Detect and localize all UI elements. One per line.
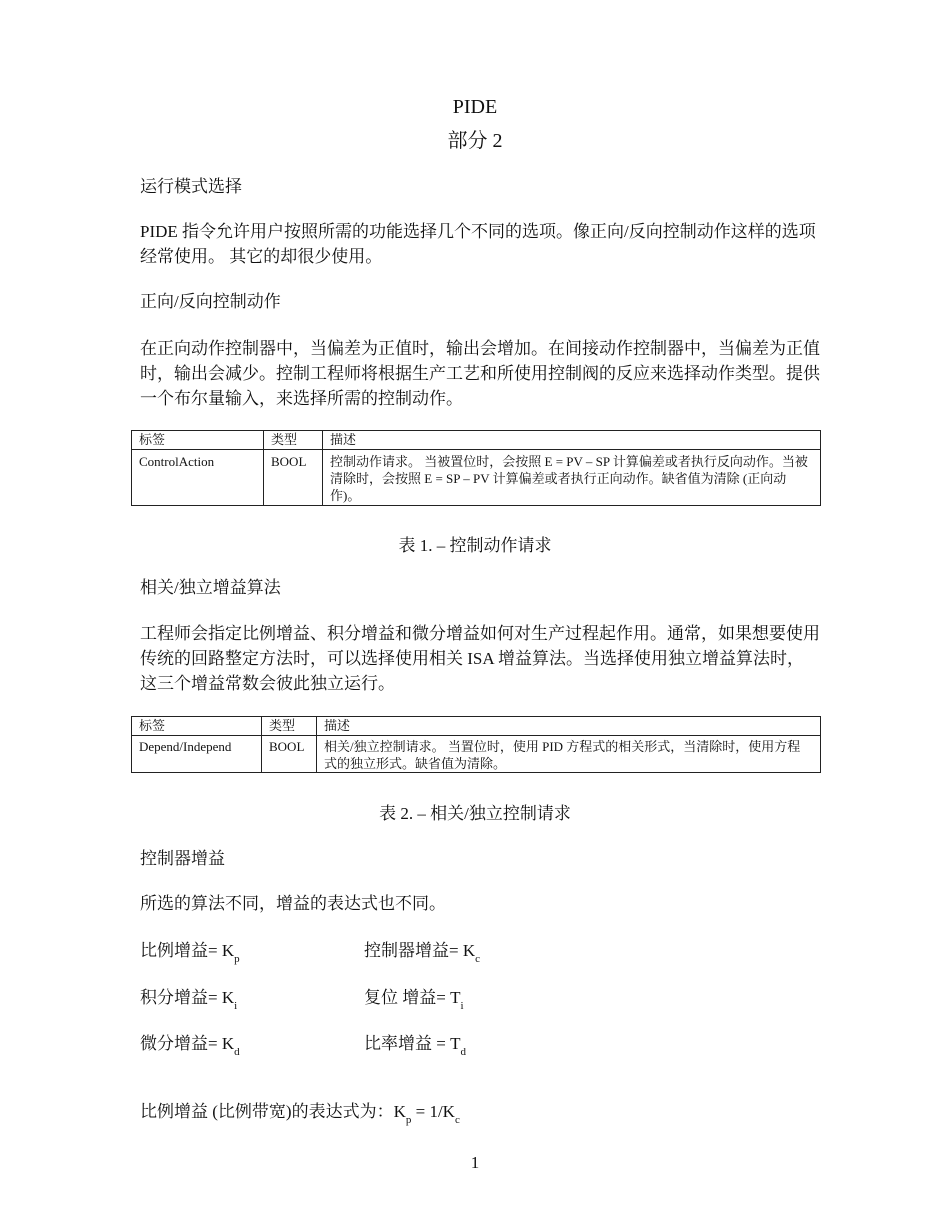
formula-label: 控制器增益= K (364, 941, 476, 960)
table-header-row (132, 431, 821, 450)
formula-label: 微分增益= K (140, 1034, 235, 1053)
formula-subscript: p (234, 953, 240, 965)
formula-label: 比率增益 = T (364, 1034, 461, 1053)
section-heading-control-action: 正向/反向控制动作 (140, 292, 281, 311)
formula-reset-gain (364, 983, 464, 1012)
formula-label: 积分增益= K (140, 988, 235, 1007)
table-cell-type: BOOL (264, 450, 323, 506)
table-header-cell: 标签 (132, 717, 262, 736)
paragraph-depend-independ: 工程师会指定比例增益、积分增益和微分增益如何对生产过程起作用。通常，如果想要使用传统的回路整定方法时，可以选择使用相关 ISA 增益算法。当选择使用独立增益算法时，这三个增益常数会彼此独立运行。 (140, 624, 820, 693)
section-heading-depend-independ: 相关/独立增益算法 (140, 578, 281, 597)
document-subtitle: 部分 2 (447, 130, 503, 152)
formula-subscript: i (460, 1000, 464, 1012)
formula-label: 比例增益= K (140, 941, 235, 960)
formula-label: 复位 增益= T (364, 988, 461, 1007)
section-heading-controller-gain: 控制器增益 (140, 849, 225, 868)
paragraph-controller-gain: 所选的算法不同，增益的表达式也不同。 (140, 894, 446, 913)
table-row (132, 450, 821, 506)
formula-subscript: c (454, 1114, 460, 1126)
paragraph-mode-selection: PIDE 指令允许用户按照所需的功能选择几个不同的选项。像正向/反向控制动作这样的选项经常使用。 其它的却很少使用。 (140, 222, 816, 266)
table-header-cell: 描述 (323, 431, 821, 450)
formula-subscript: p (405, 1114, 412, 1126)
formula-subscript: i (234, 1000, 238, 1012)
page-number: 1 (470, 1153, 480, 1172)
table-header-cell: 标签 (132, 431, 264, 450)
table-depend-independ (131, 716, 821, 773)
table-row (132, 736, 821, 773)
table-cell-description: 相关/独立控制请求。 当置位时，使用 PID 方程式的相关形式，当清除时，使用方程式的独立形式。缺省值为清除。 (317, 736, 821, 773)
table-control-action (131, 430, 821, 506)
document-title: PIDE (452, 96, 498, 118)
formula-subscript: d (234, 1046, 240, 1058)
table-cell-description: 控制动作请求。 当被置位时，会按照 E = PV – SP 计算偏差或者执行反向动作。当被清除时，会按照 E = SP – PV 计算偏差或者执行正向动作。缺省值为清除 (正向动作)。 (323, 450, 821, 506)
table-caption-2: 表 2. – 相关/独立控制请求 (379, 804, 571, 823)
formula-rate-gain (364, 1029, 466, 1058)
formula-label: = 1/K (411, 1102, 455, 1121)
table-cell-type: BOOL (262, 736, 317, 773)
formula-proportional-band (140, 1097, 460, 1126)
formula-label: 比例增益 (比例带宽)的表达式为：K (140, 1102, 406, 1121)
formula-controller-gain (364, 936, 481, 965)
section-heading-mode-selection: 运行模式选择 (140, 177, 242, 196)
table-header-cell: 类型 (264, 431, 323, 450)
table-header-row (132, 717, 821, 736)
table-cell-tag: Depend/Independ (132, 736, 262, 773)
table-header-cell: 类型 (262, 717, 317, 736)
paragraph-control-action: 在正向动作控制器中，当偏差为正值时，输出会增加。在间接动作控制器中，当偏差为正值时，输出会减少。控制工程师将根据生产工艺和所使用控制阀的反应来选择动作类型。提供一个布尔量输入，来选择所需的控制动作。 (140, 339, 820, 408)
table-cell-tag: ControlAction (132, 450, 264, 506)
table-header-cell: 描述 (317, 717, 821, 736)
formula-proportional-gain (140, 936, 240, 965)
formula-derivative-gain (140, 1029, 240, 1058)
table-caption-1: 表 1. – 控制动作请求 (398, 536, 552, 555)
formula-subscript: d (460, 1046, 466, 1058)
formula-integral-gain (140, 983, 238, 1012)
formula-subscript: c (475, 953, 481, 965)
